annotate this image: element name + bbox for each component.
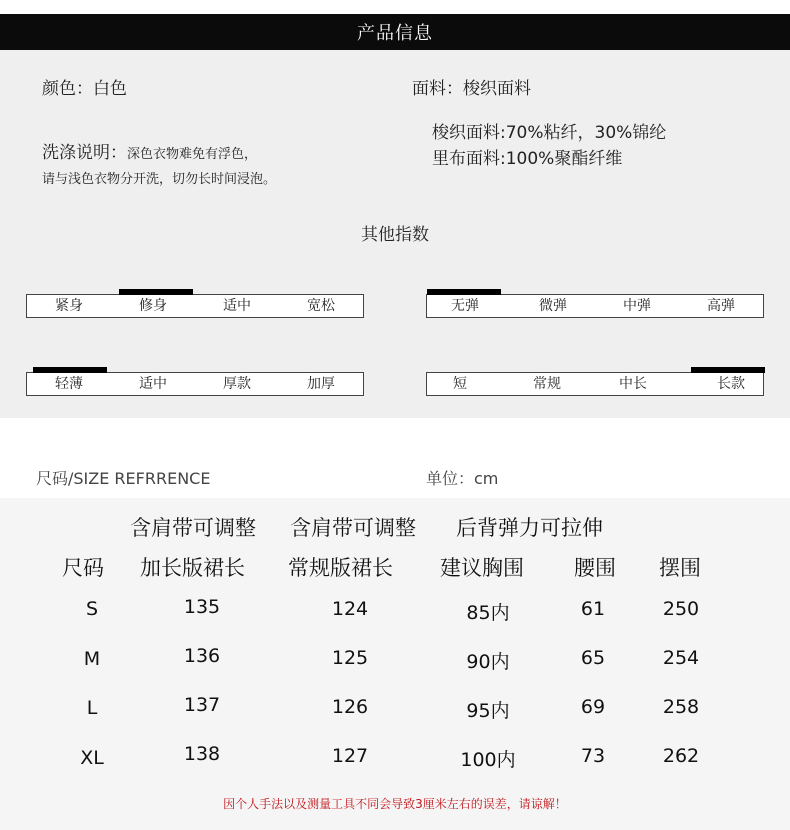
elasticity-option: 微弹 — [539, 298, 567, 314]
wash-label: 洗涤说明： — [42, 143, 127, 163]
elasticity-option: 无弹 — [451, 298, 479, 314]
measurement-disclaimer: 因个人手法以及测量工具不同会导致3厘米左右的误差，请谅解！ — [223, 797, 567, 811]
table-cell: 73 — [580, 745, 606, 767]
fabric-info: 面料：梭织面料 — [412, 79, 531, 99]
table-cell: 125 — [331, 647, 369, 669]
table-cell: XL — [80, 747, 104, 769]
size-note: 后背弹力可拉伸 — [456, 516, 603, 540]
table-cell: 69 — [580, 696, 606, 718]
column-header: 尺码 — [62, 556, 104, 580]
column-header: 摆围 — [659, 556, 701, 580]
wash-text-2: 请与浅色衣物分开洗，切勿长时间浸泡。 — [42, 172, 277, 187]
column-header: 加长版裙长 — [140, 556, 245, 580]
page-title: 产品信息 — [0, 14, 790, 50]
composition-line-1: 梭织面料:70%粘纤，30%锦纶 — [432, 123, 667, 143]
elasticity-scale — [426, 294, 764, 318]
table-cell: 136 — [183, 645, 221, 667]
thickness-scale — [26, 372, 364, 396]
wash-instructions — [42, 138, 257, 163]
size-reference-title: 尺码/SIZE REFRRENCE — [36, 469, 211, 488]
column-header: 常规版裙长 — [288, 556, 393, 580]
fit-option: 宽松 — [307, 298, 335, 314]
table-cell: 61 — [580, 598, 606, 620]
color-info: 颜色：白色 — [42, 79, 127, 99]
thickness-option: 厚款 — [223, 376, 251, 392]
length-option: 中长 — [619, 376, 647, 392]
size-note: 含肩带可调整 — [130, 516, 256, 540]
column-header: 建议胸围 — [440, 556, 524, 580]
product-info-panel — [0, 50, 790, 418]
column-header: 腰围 — [574, 556, 616, 580]
table-cell: L — [86, 697, 98, 719]
table-cell: 127 — [331, 745, 369, 767]
fit-option: 紧身 — [55, 298, 83, 314]
table-cell: 135 — [183, 596, 221, 618]
table-cell: 124 — [331, 598, 369, 620]
table-cell: 95内 — [466, 700, 510, 722]
table-cell: 90内 — [466, 651, 510, 673]
table-cell: 250 — [662, 598, 700, 620]
table-cell: 258 — [662, 696, 700, 718]
table-cell: 138 — [183, 743, 221, 765]
thickness-option: 适中 — [139, 376, 167, 392]
indices-title: 其他指数 — [361, 225, 429, 245]
unit-label: 单位：cm — [426, 469, 499, 488]
length-option: 长款 — [717, 376, 745, 392]
table-cell: 262 — [662, 745, 700, 767]
size-note: 含肩带可调整 — [290, 516, 416, 540]
elasticity-option: 高弹 — [707, 298, 735, 314]
table-cell: 137 — [183, 694, 221, 716]
table-cell: 100内 — [460, 749, 516, 771]
thickness-option: 轻薄 — [55, 376, 83, 392]
length-option: 短 — [453, 376, 467, 392]
length-scale — [426, 372, 764, 396]
table-cell: 254 — [662, 647, 700, 669]
fit-option: 适中 — [223, 298, 251, 314]
table-cell: S — [85, 598, 99, 620]
fit-option: 修身 — [139, 298, 167, 314]
table-cell: 126 — [331, 696, 369, 718]
composition-line-2: 里布面料:100%聚酯纤维 — [432, 149, 623, 169]
table-cell: 85内 — [466, 602, 510, 624]
wash-text-1: 深色衣物难免有浮色， — [127, 147, 258, 162]
thickness-option: 加厚 — [307, 376, 335, 392]
fit-scale — [26, 294, 364, 318]
table-cell: M — [83, 648, 101, 670]
table-cell: 65 — [580, 647, 606, 669]
length-option: 常规 — [533, 376, 561, 392]
elasticity-option: 中弹 — [623, 298, 651, 314]
size-table — [0, 498, 790, 830]
